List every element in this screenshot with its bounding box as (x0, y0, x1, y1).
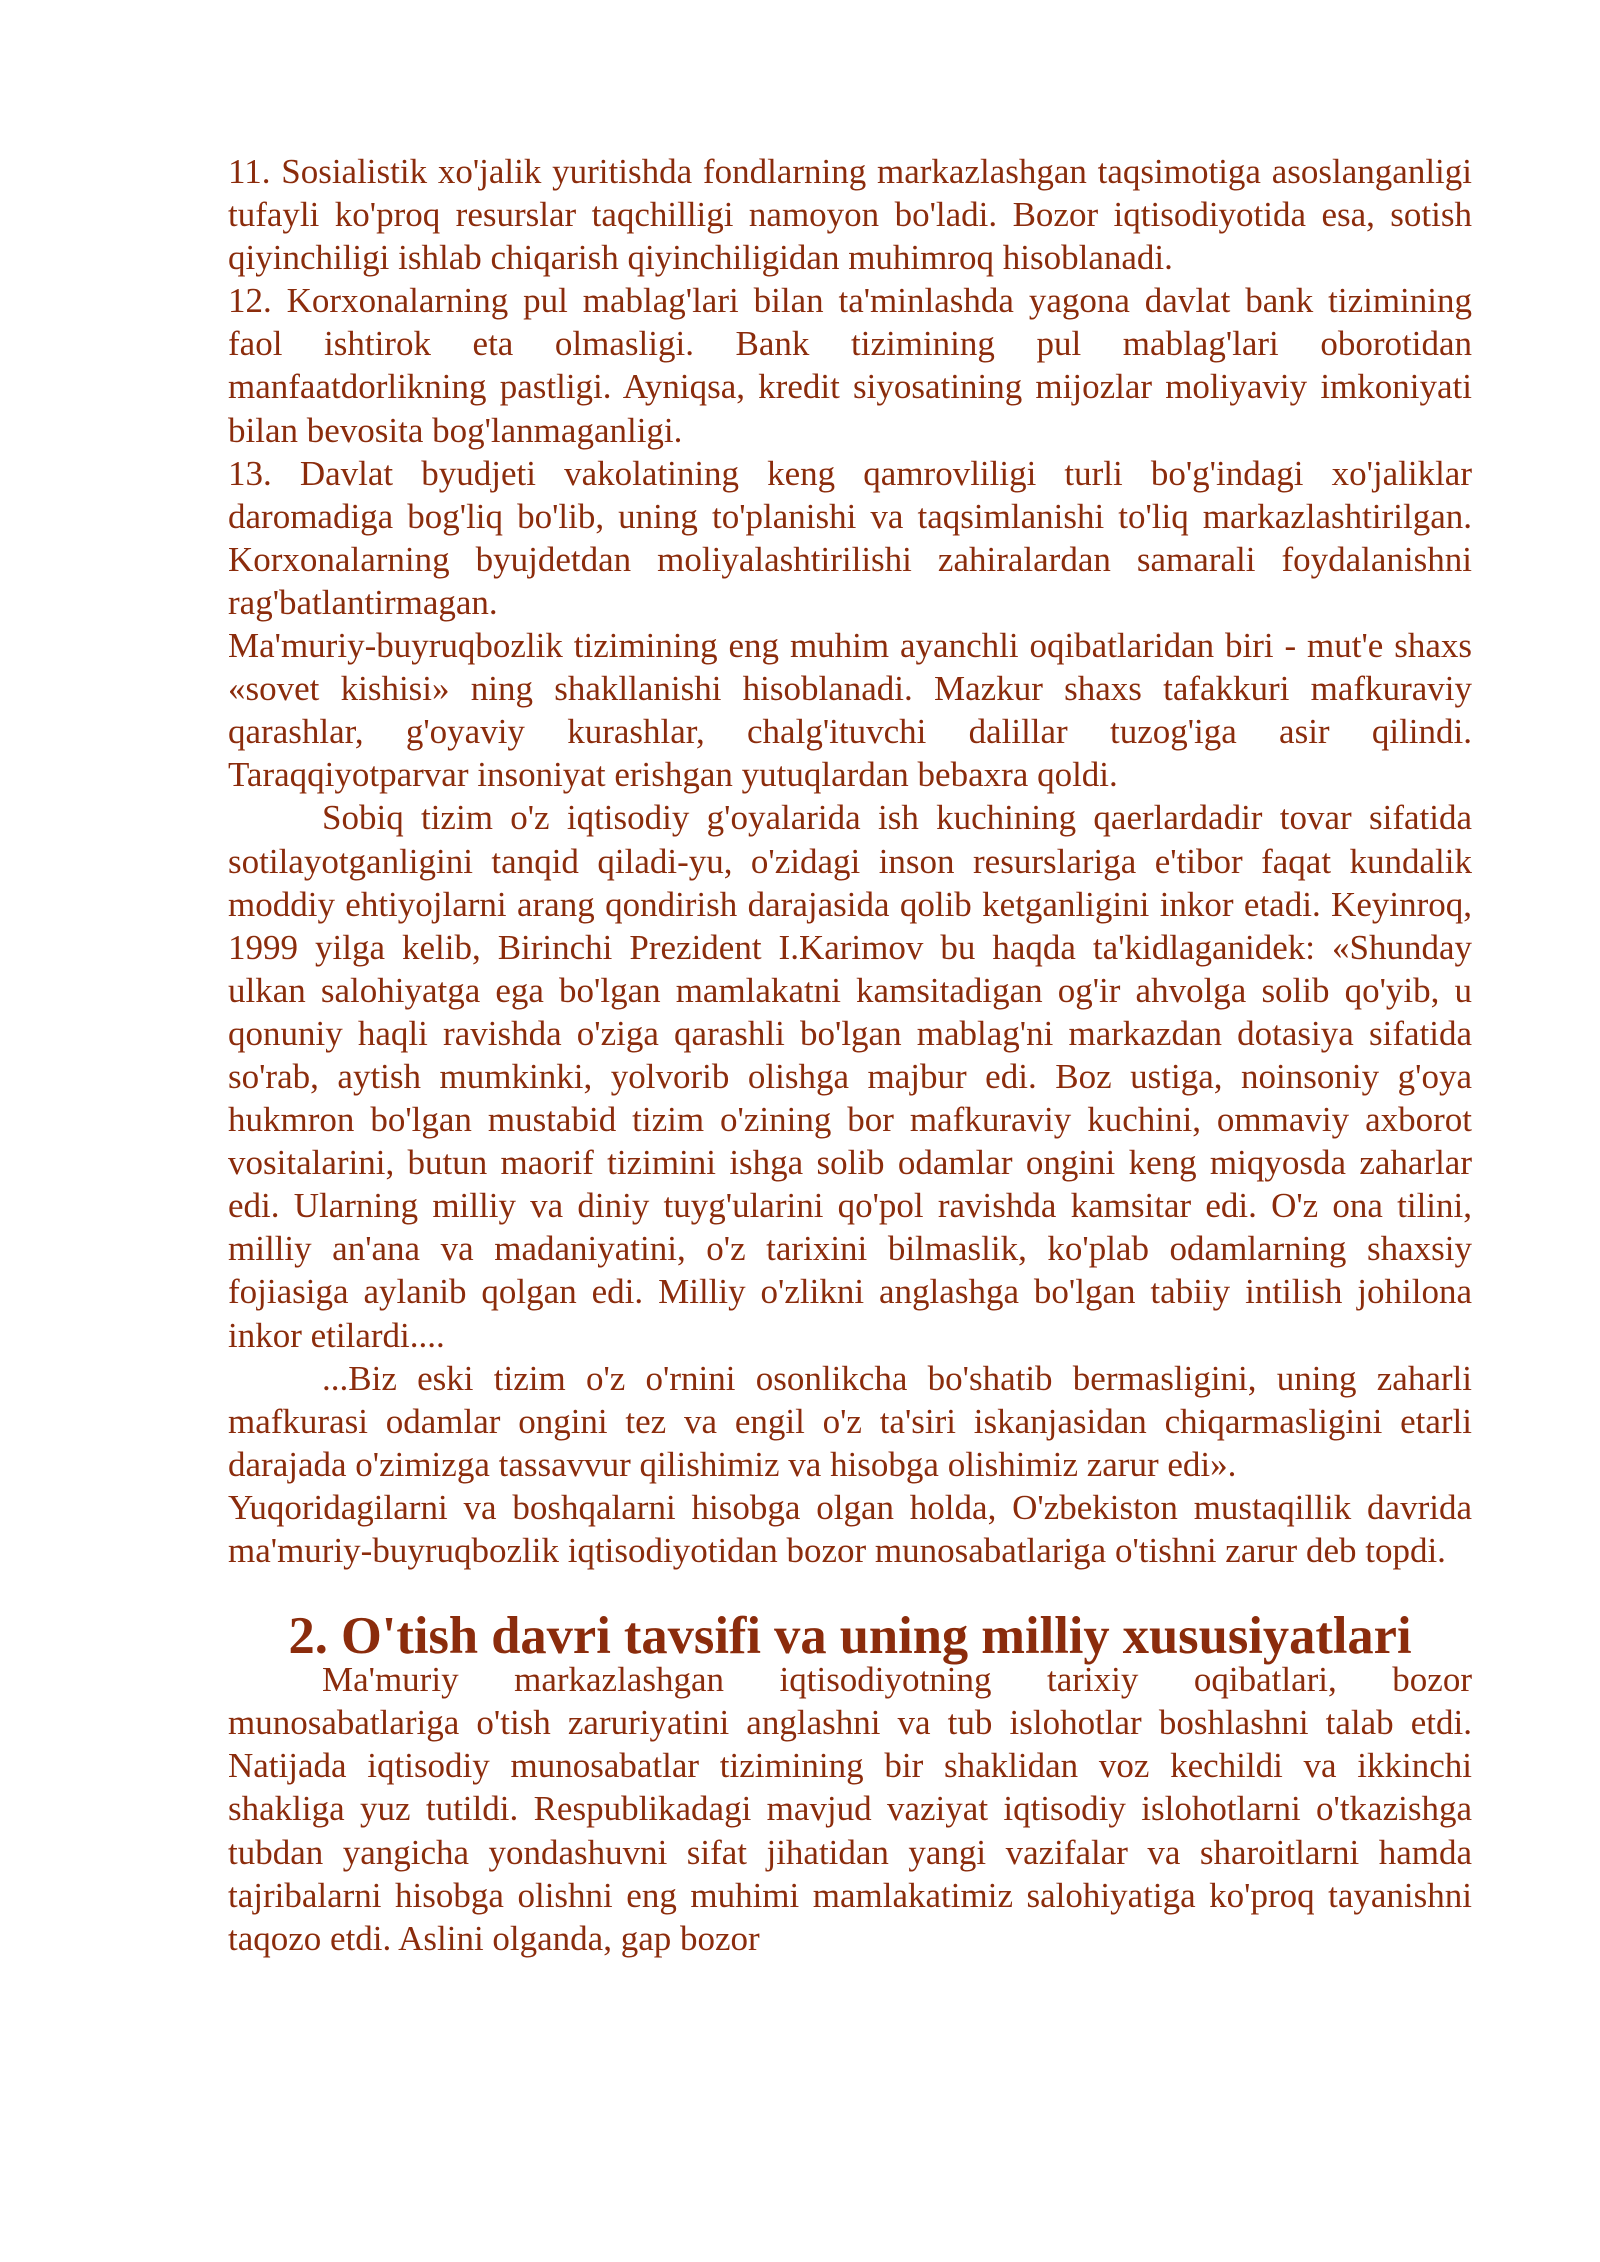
paragraph-section-intro: Ma'muriy markazlashgan iqtisodiyotning tarixiy oqibatlari, bozor munosabatlariga o'tish zaruriyatini anglashni va tub islohotlar boshlashni talab etdi. Natijada iqtisodiy munosabatlar tizimining bir shaklidan voz kechildi va ikkinchi shakliga yuz tutildi. Respublikadagi mavjud vaziyat iqtisodiy islohotlarni o'tkazishga tubdan yangicha yondashuvni sifat jihatidan yangi vazifalar va sharoitlarni hamda tajribalarni hisobga olishni eng muhimi mamlakatimiz salohiyatiga ko'proq tayanishni taqozo etdi. Aslini olganda, gap bozor (228, 1660, 1472, 1958)
paragraph-item-12: 12. Korxonalarning pul mablag'lari bilan ta'minlashda yagona davlat bank tizimining faol ishtirok eta olmasligi. Bank tizimining pul mablag'lari oborotidan manfaatdorlikning pastligi. Ayniqsa, kredit siyosatining mijozlar moliyaviy imkoniyati bilan bevosita bog'lanmaganligi. (228, 281, 1472, 450)
paragraph-quote-continuation: ...Biz eski tizim o'z o'rnini osonlikcha bo'shatib bermasligini, uning zaharli mafkurasi odamlar ongini tez va engil o'z ta'siri iskanjasidan chiqarmasligini etarli darajada o'zimizga tassavvur qilishimiz va hisobga olishimiz zarur edi». (228, 1358, 1472, 1484)
paragraph-conclusion: Yuqoridagilarni va boshqalarni hisobga olgan holda, O'zbekiston mustaqillik davrida ma'muriy-buyruqbozlik iqtisodiyotidan bozor munosabatlariga o'tishni zarur deb topdi. (228, 1487, 1472, 1570)
paragraph-sovet-kishisi: Ma'muriy-buyruqbozlik tizimining eng muhim ayanchli oqibatlaridan biri - mut'e shaxs «sovet kishisi» ning shakllanishi hisoblanadi. Mazkur shaxs tafakkuri mafkuraviy qarashlar, g'oyaviy kurashlar, chalg'ituvchi dalillar tuzog'iga asir qilindi. Taraqqiyotparvar insoniyat erishgan yutuqlardan bebaxra qoldi. (228, 626, 1472, 795)
paragraph-item-13: 13. Davlat byudjeti vakolatining keng qamrovliligi turli bo'g'indagi xo'jaliklar daromadiga bog'liq bo'lib, uning to'planishi va taqsimlanishi to'liq markazlashtirilgan. Korxonalarning byujdetdan moliyalashtirilishi zahiralardan samarali foydalanishni rag'batlantirmagan. (228, 453, 1472, 622)
paragraph-sobiq-tizim: Sobiq tizim o'z iqtisodiy g'oyalarida ish kuchining qaerlardadir tovar sifatida sotilayotganligini tanqid qiladi-yu, o'zidagi inson resurslariga e'tibor faqat kundalik moddiy ehtiyojlarni arang qondirish darajasida qolib ketganligini inkor etadi. Keyinroq, 1999 yilga kelib, Birinchi Prezident I.Karimov bu haqda ta'kidlaganidek: «Shunday ulkan salohiyatga ega bo'lgan mamlakatni kamsitadigan og'ir ahvolga solib qo'yib, u qonuniy haqli ravishda o'ziga qarashli bo'lgan mablag'ni markazdan dotasiya sifatida so'rab, aytish mumkinki, yolvorib olishga majbur edi. Boz ustiga, noinsoniy g'oya hukmron bo'lgan mustabid tizim o'zining bor mafkuraviy kuchini, ommaviy axborot vositalarini, butun maorif tizimini ishga solib odamlar ongini keng miqyosda zaharlar edi. Ularning milliy va diniy tuyg'ularini qo'pol ravishda kamsitar edi. O'z ona tilini, milliy an'ana va madaniyatini, o'z tarixini bilmaslik, ko'plab odamlarning shaxsiy fojiasiga aylanib qolgan edi. Milliy o'zlikni anglashga bo'lgan tabiiy intilish johilona inkor etilardi.... (228, 798, 1472, 1355)
document-page (228, 150, 1472, 1960)
section-heading: 2. O'tish davri tavsifi va uning milliy xususiyatlari (288, 1607, 1412, 1666)
paragraph-item-11: 11. Sosialistik xo'jalik yuritishda fondlarning markazlashgan taqsimotiga asoslanganligi tufayli ko'proq resurslar taqchilligi namoyon bo'ladi. Bozor iqtisodiyotida esa, sotish qiyinchiligi ishlab chiqarish qiyinchiligidan muhimroq hisoblanadi. (228, 152, 1472, 278)
